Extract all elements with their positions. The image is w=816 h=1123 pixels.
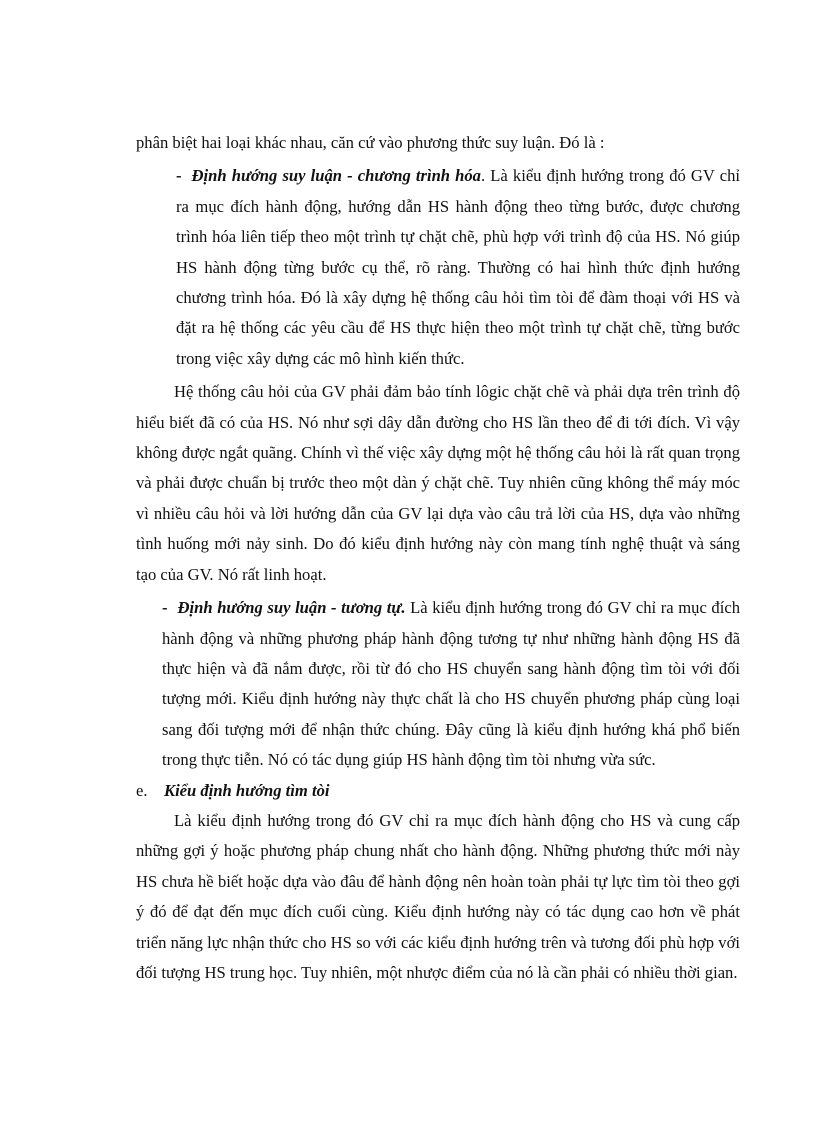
item-title: Định hướng suy luận - chương trình hóa (191, 166, 481, 186)
paragraph-question-system: Hệ thống câu hỏi của GV phải đảm bảo tính lôgic chặt chẽ và phải dựa trên trình độ hiểu biết đã có của HS. Nó như sợi dây dẫn đường cho HS lần theo để đi tới đích. Vì vậy không được ngắt quãng. Chính vì thế việc xây dựng một hệ thống câu hỏi là rất quan trọng và phải được chuẩn bị trước theo một dàn ý chặt chẽ. Tuy nhiên cũng không thể máy móc vì nhiều câu hỏi và lời hướng dẫn của GV lại dựa vào câu trả lời của HS, dựa vào những tình huống mới nảy sinh. Do đó kiểu định hướng này còn mang tính nghệ thuật và sáng tạo của GV. Nó rất linh hoạt. (136, 382, 740, 584)
paragraph-exploration: Là kiểu định hướng trong đó GV chỉ ra mục đích hành động cho HS và cung cấp những gợi ý hoặc phương pháp chung nhất cho hành động. Những phương thức mới này HS chưa hề biết hoặc dựa vào đâu để hành động nên hoàn toàn phải tự lực tìm tòi theo gợi ý đó để đạt đến mục đích cuối cùng. Kiểu định hướng này có tác dụng cao hơn về phát triển năng lực nhận thức cho HS so với các kiểu định hướng trên và tương đối phù hợp với đối tượng HS trung học. Tuy nhiên, một nhược điểm của nó là cần phải có nhiều thời gian. (136, 810, 740, 982)
list-item-analogy (136, 593, 740, 775)
bullet-dash: - (162, 598, 168, 618)
intro-paragraph: phân biệt hai loại khác nhau, căn cứ vào phương thức suy luận. Đó là : (136, 133, 605, 152)
section-heading-e (136, 776, 740, 806)
item-text: Là kiểu định hướng trong đó GV chỉ ra mục đích hành động và những phương pháp hành động tương tự như những hành động HS đã thực hiện và đã nắm được, rồi từ đó cho HS chuyển sang hành động tìm tòi với đối tượng mới. Kiểu định hướng này thực chất là cho HS chuyển phương pháp cùng loại sang đối tượng mới để nhận thức chúng. Đây cũng là kiểu định hướng khá phổ biến trong thực tiễn. Nó có tác dụng giúp HS hành động tìm tòi nhưng vừa sức. (162, 598, 740, 770)
bullet-dash: - (176, 166, 182, 186)
item-title: Định hướng suy luận - tương tự. (177, 598, 406, 618)
list-item-programmed: - Định hướng suy luận - chương trình hóa. Là kiểu định hướng trong đó GV chỉ ra mục đích hành động, hướng dẫn HS hành động theo từng bước, được chương trình hóa liên tiếp theo một trình tự chặt chẽ, phù hợp với trình độ của HS. Nó giúp HS hành động từng bước cụ thể, rõ ràng. Thường có hai hình thức định hướng chương trình hóa. Đó là xây dựng hệ thống câu hỏi tìm tòi để đàm thoại với HS và đặt ra hệ thống các yêu cầu để HS thực hiện theo một trình tự chặt chẽ, từng bước trong việc xây dựng các mô hình kiến thức. (136, 161, 740, 374)
document-page (136, 128, 740, 988)
item-text: Là kiểu định hướng trong đó GV chỉ ra mục đích hành động, hướng dẫn HS hành động theo từng bước, được chương trình hóa liên tiếp theo một trình tự chặt chẽ, phù hợp với trình độ của HS. Nó giúp HS hành động từng bước cụ thể, rõ ràng. Thường có hai hình thức định hướng chương trình hóa. Đó là xây dựng hệ thống câu hỏi tìm tòi để đàm thoại với HS và đặt ra hệ thống các yêu cầu để HS thực hiện theo một trình tự chặt chẽ, từng bước trong việc xây dựng các mô hình kiến thức. (176, 166, 740, 368)
section-number: e. (136, 780, 148, 800)
section-title: Kiểu định hướng tìm tòi (164, 780, 330, 800)
